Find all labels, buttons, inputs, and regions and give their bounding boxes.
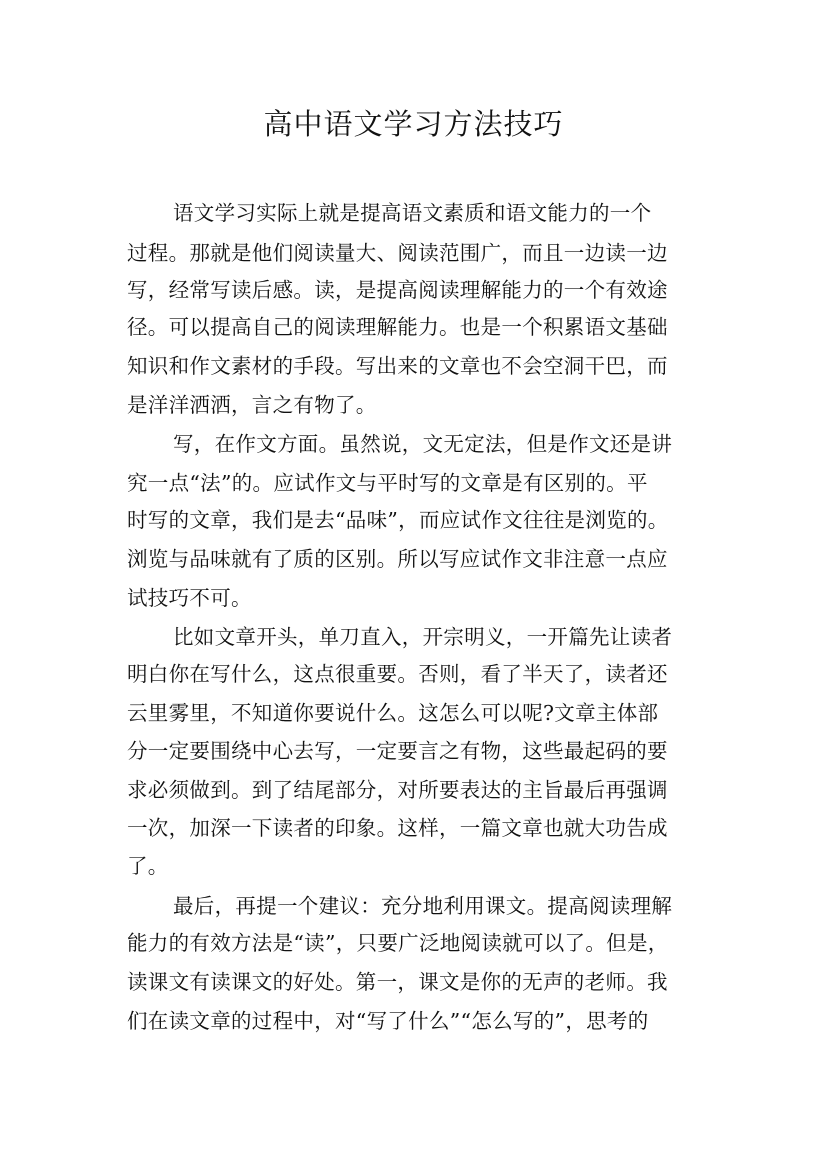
text-line: 读课文有读课文的好处。第一，课文是你的无声的老师。我	[127, 970, 668, 994]
text-line: 云里雾里，不知道你要说什么。这怎么可以呢?文章主体部	[127, 701, 659, 725]
text-line: 语文学习实际上就是提高语文素质和语文能力的一个	[173, 201, 652, 225]
text-line: 能力的有效方法是“读”，只要广泛地阅读就可以了。但是，	[127, 931, 669, 955]
text-line: 是洋洋洒洒，言之有物了。	[127, 393, 377, 417]
text-line: 比如文章开头，单刀直入，开宗明义，一开篇先让读者	[173, 625, 673, 649]
text-line: 写，在作文方面。虽然说，文无定法，但是作文还是讲	[173, 432, 673, 456]
text-line: 写，经常写读后感。读，是提高阅读理解能力的一个有效途	[127, 278, 668, 302]
text-line: 知识和作文素材的手段。写出来的文章也不会空洞干巴，而	[127, 354, 668, 378]
document-title: 高中语文学习方法技巧	[263, 107, 564, 141]
text-line: 径。可以提高自己的阅读理解能力。也是一个积累语文基础	[127, 315, 668, 339]
text-line: 求必须做到。到了结尾部分，对所要表达的主旨最后再强调	[127, 778, 668, 802]
text-line: 一次，加深一下读者的印象。这样，一篇文章也就大功告成	[127, 816, 668, 840]
text-line: 了。	[127, 854, 169, 878]
text-line: 试技巧不可。	[127, 586, 252, 610]
text-line: 明白你在写什么，这点很重要。否则，看了半天了，读者还	[127, 662, 668, 686]
text-line: 过程。那就是他们阅读量大、阅读范围广，而且一边读一边	[127, 241, 668, 265]
text-line: 浏览与品味就有了质的区别。所以写应试作文非注意一点应	[127, 547, 668, 571]
text-line: 们在读文章的过程中，对“写了什么”“怎么写的”，思考的	[127, 1009, 649, 1033]
text-line: 时写的文章，我们是去“品味”，而应试作文往往是浏览的。	[127, 508, 669, 532]
text-line: 最后，再提一个建议：充分地利用课文。提高阅读理解	[173, 894, 673, 918]
text-line: 究一点“法”的。应试作文与平时写的文章是有区别的。平	[127, 471, 648, 495]
text-line: 分一定要围绕中心去写，一定要言之有物，这些最起码的要	[127, 739, 668, 763]
